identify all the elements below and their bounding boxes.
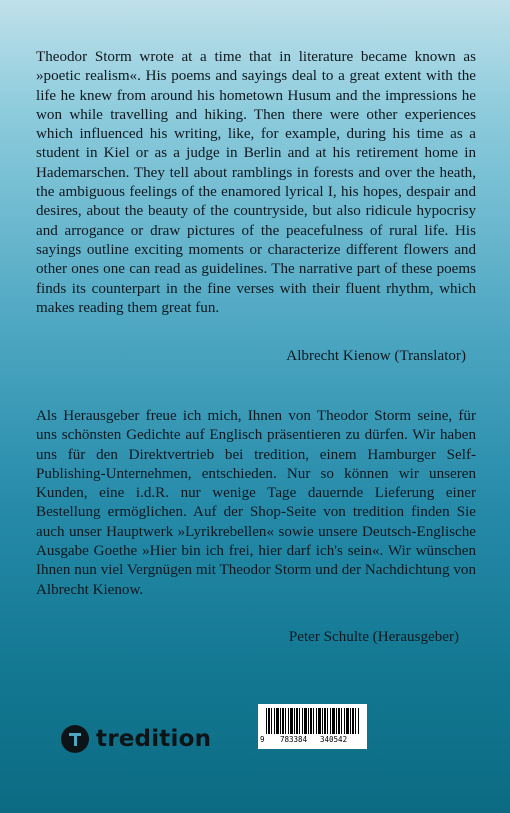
barcode-group-1: 783384 bbox=[280, 735, 308, 744]
isbn-barcode bbox=[258, 704, 367, 749]
publisher-logo-text: tredition bbox=[96, 726, 212, 752]
editor-signature: Peter Schulte (Herausgeber) bbox=[288, 629, 459, 645]
barcode-group-2: 340542 bbox=[320, 735, 348, 744]
translator-signature: Albrecht Kienow (Translator) bbox=[286, 348, 466, 364]
tredition-t-icon bbox=[61, 725, 89, 753]
barcode-lead-digit: 9 bbox=[260, 735, 265, 744]
intro-paragraph: Theodor Storm wrote at a time that in literature became known as »poetic realism«. His poems and sayings deal to a great extent with the life he knew from around his hometown Husum and the impressions he won while travelling and hiking. Then there were other experiences which influenced his writing, like, for example, during his time as a student in Kiel or as a judge in Berlin and at his retirement home in Hademarschen. They tell about ramblings in forests and over the heath, the ambiguous feelings of the enamored lyrical I, his hopes, despair and desires, about the beauty of the countryside, but also ridicule hypocrisy and arrogance or draw pictures of the peacefulness of rural life. His sayings outline exciting moments or characterize different flowers and other ones one can read as guidelines. The narrative part of these poems finds its counterpart in the fine verses with their fluent rhythm, which makes reading them great fun. bbox=[36, 49, 476, 316]
barcode-bars bbox=[266, 708, 360, 734]
publisher-logo bbox=[61, 724, 211, 754]
publisher-paragraph: Als Herausgeber freue ich mich, Ihnen von Theodor Storm seine, für uns schönsten Gedichte auf Englisch präsentieren zu dürfen. Wir haben uns für den Direktvertrieb bei tredition, einem Hamburger Self-Publishing-Unternehmen, entschieden. Nur so können wir unseren Kunden, eine i.d.R. nur wenige Tage dauernde Lieferung einer Bestellung ermöglichen. Auf der Shop-Seite von tredition finden Sie auch unser Hauptwerk »Lyrikrebellen« sowie unsere Deutsch-Englische Ausgabe Goethe »Hier bin ich frei, hier darf ich's sein«. Wir wünschen Ihnen nun viel Vergnügen mit Theodor Storm und der Nachdichtung von Albrecht Kienow. bbox=[36, 408, 476, 598]
